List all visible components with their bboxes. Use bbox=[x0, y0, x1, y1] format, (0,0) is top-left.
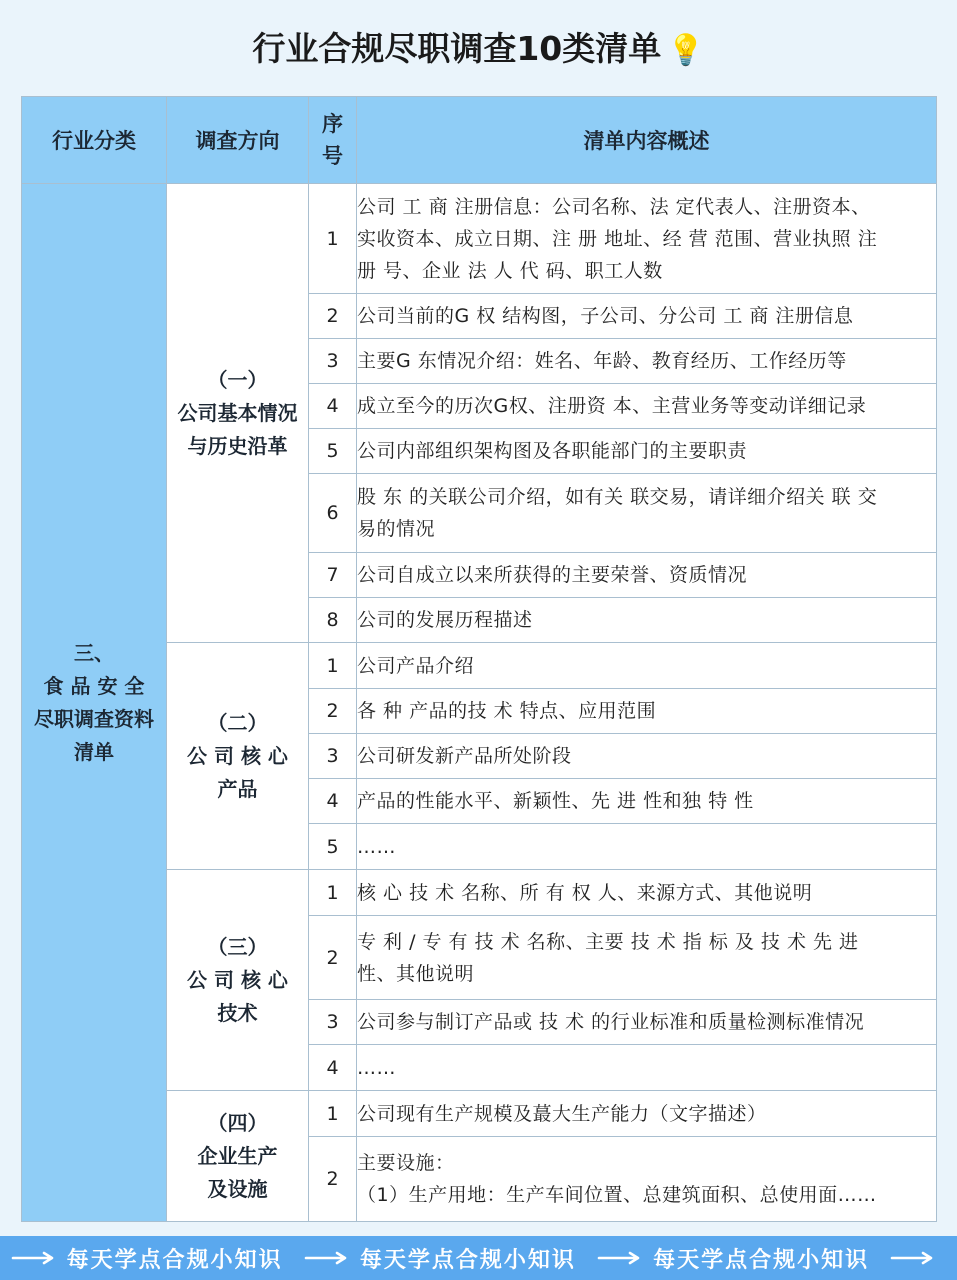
header-number-char: 序 bbox=[322, 112, 343, 136]
row-number: 4 bbox=[309, 1045, 357, 1091]
direction-line: （四） bbox=[207, 1110, 268, 1135]
row-number: 4 bbox=[309, 384, 357, 429]
content-line: 各 种 产品的技 术 特点、应用范围 bbox=[357, 700, 657, 722]
row-content bbox=[357, 553, 937, 598]
header-number-char: 号 bbox=[322, 144, 343, 168]
content-line: 册 号、企业 法 人 代 码、职工人数 bbox=[357, 259, 663, 282]
arrow-right-icon bbox=[304, 1251, 350, 1265]
row-content bbox=[357, 824, 937, 870]
row-content bbox=[357, 429, 937, 474]
row-content bbox=[357, 1137, 937, 1222]
direction-line: 产品 bbox=[217, 776, 258, 801]
content-line: （1）生产用地：生产车间位置、总建筑面积、总使用面…… bbox=[357, 1184, 877, 1206]
header-industry: 行业分类 bbox=[22, 97, 167, 184]
header-content: 清单内容概述 bbox=[357, 97, 937, 184]
arrow-right-icon bbox=[597, 1251, 643, 1265]
content-line: 公司的发展历程描述 bbox=[357, 609, 533, 631]
checklist-table bbox=[21, 96, 937, 1222]
row-number: 2 bbox=[309, 294, 357, 339]
content-line: 公司自成立以来所获得的主要荣誉、资质情况 bbox=[357, 564, 748, 586]
industry-cell bbox=[22, 184, 167, 1222]
content-line: 专 利 / 专 有 技 术 名称、主要 技 术 指 标 及 技 术 先 进 bbox=[357, 930, 859, 953]
direction-line: （一） bbox=[207, 367, 268, 392]
row-content bbox=[357, 294, 937, 339]
row-number: 8 bbox=[309, 598, 357, 643]
row-content bbox=[357, 870, 937, 916]
content-line: 公司参与制订产品或 技 术 的行业标准和质量检测标准情况 bbox=[357, 1011, 865, 1033]
footer-text: 每天学点合规小知识 bbox=[653, 1247, 870, 1273]
direction-cell bbox=[167, 643, 309, 870]
content-line: …… bbox=[357, 835, 396, 858]
row-number: 2 bbox=[309, 916, 357, 1000]
footer-item bbox=[304, 1243, 576, 1274]
row-number: 3 bbox=[309, 339, 357, 384]
header-direction: 调查方向 bbox=[167, 97, 309, 184]
direction-line: （三） bbox=[207, 934, 268, 959]
industry-line: 食 品 安 全 bbox=[43, 673, 145, 698]
content-line: 主要G 东情况介绍：姓名、年龄、教育经历、工作经历等 bbox=[357, 350, 847, 372]
content-line: 性、其他说明 bbox=[357, 962, 475, 985]
direction-line: 技术 bbox=[217, 1000, 258, 1025]
row-number: 1 bbox=[309, 184, 357, 294]
row-content bbox=[357, 916, 937, 1000]
row-number: 2 bbox=[309, 689, 357, 734]
page-title bbox=[0, 22, 957, 76]
row-number: 6 bbox=[309, 474, 357, 553]
content-line: 公司内部组织架构图及各职能部门的主要职责 bbox=[357, 440, 748, 462]
row-content bbox=[357, 1045, 937, 1091]
row-number: 3 bbox=[309, 734, 357, 779]
row-number: 3 bbox=[309, 1000, 357, 1045]
row-number: 1 bbox=[309, 1091, 357, 1137]
table-header-row bbox=[22, 97, 937, 184]
row-content bbox=[357, 643, 937, 689]
row-content bbox=[357, 779, 937, 824]
row-content bbox=[357, 474, 937, 553]
footer-text: 每天学点合规小知识 bbox=[359, 1247, 576, 1273]
industry-line: 清单 bbox=[74, 739, 114, 764]
row-number: 2 bbox=[309, 1137, 357, 1222]
footer-item bbox=[11, 1243, 283, 1274]
direction-line: 与历史沿革 bbox=[187, 433, 288, 458]
table-row bbox=[22, 184, 937, 294]
content-line: 公司研发新产品所处阶段 bbox=[357, 745, 572, 767]
row-content bbox=[357, 689, 937, 734]
direction-cell bbox=[167, 870, 309, 1091]
row-number: 5 bbox=[309, 429, 357, 474]
content-line: 公司现有生产规模及蕞大生产能力（文字描述） bbox=[357, 1102, 767, 1125]
content-line: 主要设施： bbox=[357, 1152, 455, 1174]
content-line: 易的情况 bbox=[357, 518, 436, 540]
lightbulb-icon: 💡 bbox=[667, 33, 705, 68]
row-content bbox=[357, 184, 937, 294]
arrow-right-icon bbox=[890, 1251, 936, 1265]
row-number: 1 bbox=[309, 870, 357, 916]
row-content bbox=[357, 1091, 937, 1137]
row-number: 4 bbox=[309, 779, 357, 824]
direction-line: 企业生产 bbox=[197, 1143, 278, 1168]
footer-banner bbox=[0, 1236, 957, 1280]
content-line: 产品的性能水平、新颖性、先 进 性和独 特 性 bbox=[357, 790, 754, 812]
direction-line: 及设施 bbox=[207, 1176, 268, 1201]
content-line: 公司产品介绍 bbox=[357, 654, 475, 677]
page-title-text: 行业合规尽职调查10类清单 bbox=[252, 29, 662, 68]
row-content bbox=[357, 1000, 937, 1045]
row-content bbox=[357, 734, 937, 779]
industry-line: 尽职调查资料 bbox=[34, 706, 154, 731]
content-line: 实收资本、成立日期、注 册 地址、经 营 范围、营业执照 注 bbox=[357, 227, 878, 250]
row-number: 1 bbox=[309, 643, 357, 689]
footer-item bbox=[597, 1243, 869, 1274]
content-line: 公司当前的G 权 结构图，子公司、分公司 工 商 注册信息 bbox=[357, 305, 854, 327]
direction-cell bbox=[167, 184, 309, 643]
row-content bbox=[357, 339, 937, 384]
industry-line: 三、 bbox=[74, 640, 114, 665]
content-line: …… bbox=[357, 1056, 396, 1079]
direction-line: 公 司 核 心 bbox=[187, 743, 288, 768]
direction-line: 公司基本情况 bbox=[177, 400, 298, 425]
row-content bbox=[357, 384, 937, 429]
row-number: 7 bbox=[309, 553, 357, 598]
direction-line: 公 司 核 心 bbox=[187, 967, 288, 992]
header-number bbox=[309, 97, 357, 184]
row-number: 5 bbox=[309, 824, 357, 870]
content-line: 股 东 的关联公司介绍，如有关 联交易，请详细介绍关 联 交 bbox=[357, 486, 878, 508]
content-line: 公司 工 商 注册信息：公司名称、法 定代表人、注册资本、 bbox=[357, 195, 871, 218]
direction-cell bbox=[167, 1091, 309, 1222]
content-line: 核 心 技 术 名称、所 有 权 人、来源方式、其他说明 bbox=[357, 881, 813, 904]
content-line: 成立至今的历次G权、注册资 本、主营业务等变动详细记录 bbox=[357, 395, 867, 417]
direction-line: （二） bbox=[207, 710, 268, 735]
row-content bbox=[357, 598, 937, 643]
footer-text: 每天学点合规小知识 bbox=[66, 1247, 283, 1273]
arrow-right-icon bbox=[11, 1251, 57, 1265]
